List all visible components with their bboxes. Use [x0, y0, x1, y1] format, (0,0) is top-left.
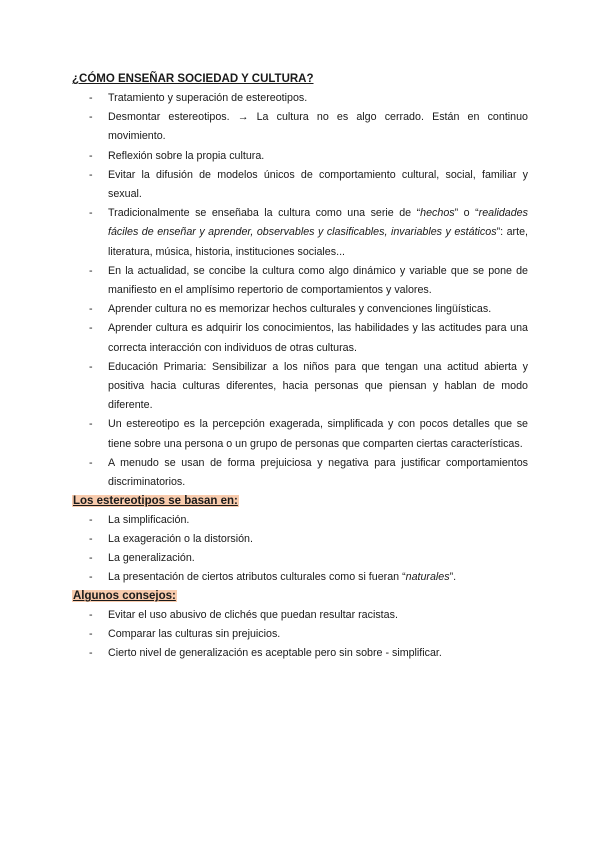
italic-text: naturales: [405, 571, 450, 584]
list-how-to-teach: [72, 89, 528, 492]
bullet-dash: -: [89, 628, 93, 641]
bullet-dash: -: [89, 647, 93, 660]
list-item: - Reflexión sobre la propia cultura.: [72, 147, 528, 166]
list-item: - La exageración o la distorsión.: [72, 530, 528, 549]
list-item: - Evitar el uso abusivo de clichés que puedan resultar racistas.: [72, 606, 528, 625]
italic-text: hechos: [420, 207, 455, 220]
section-title-how-to-teach: ¿CÓMO ENSEÑAR SOCIEDAD Y CULTURA?: [72, 73, 314, 85]
list-item: - Comparar las culturas sin prejuicios.: [72, 625, 528, 644]
bullet-dash: -: [89, 533, 93, 546]
list-item: - La presentación de ciertos atributos culturales como si fueran “naturales”.: [72, 568, 528, 587]
section-title-stereotypes: Los estereotipos se basan en:: [73, 495, 238, 508]
bullet-dash: -: [89, 111, 93, 124]
list-item: - Evitar la difusión de modelos únicos de comportamiento cultural, social, familiar y sexual.: [72, 166, 528, 204]
bullet-dash: -: [89, 322, 93, 335]
bullet-dash: -: [89, 609, 93, 622]
list-item: - Un estereotipo es la percepción exagerada, simplificada y con pocos detalles que se tiene sobre una persona o un grupo de personas que comparten ciertas características.: [72, 415, 528, 453]
bullet-dash: -: [89, 514, 93, 527]
list-item: - Tratamiento y superación de estereotipos.: [72, 89, 528, 108]
bullet-dash: -: [89, 456, 93, 469]
list-item: - Cierto nivel de generalización es aceptable pero sin sobre - simplificar.: [72, 644, 528, 663]
bullet-dash: -: [89, 207, 93, 220]
bullet-dash: -: [89, 149, 93, 162]
list-item: - Tradicionalmente se enseñaba la cultura como una serie de “hechos” o “realidades fáciles de enseñar y aprender, observables y clasificables, invariables y estáticos”: arte, literatura, música, historia, instituciones sociales...: [72, 204, 528, 262]
bullet-dash: -: [89, 303, 93, 316]
document-content: [72, 70, 528, 663]
list-stereotypes: [72, 511, 528, 587]
list-item: - Educación Primaria: Sensibilizar a los niños para que tengan una actitud abierta y positiva hacia culturas diferentes, hacia personas que piensan y hablan de modo diferente.: [72, 358, 528, 416]
list-item: - A menudo se usan de forma prejuiciosa y negativa para justificar comportamientos discriminatorios.: [72, 454, 528, 492]
bullet-dash: -: [89, 92, 93, 104]
italic-text: realidades fáciles de enseñar y aprender, observables y clasificables, invariables y estáticos: [108, 207, 528, 239]
bullet-dash: -: [89, 360, 93, 373]
list-item: - La simplificación.: [72, 511, 528, 530]
list-item: - Desmontar estereotipos. → La cultura no es algo cerrado. Están en continuo movimiento.: [72, 108, 528, 146]
list-item: - Aprender cultura no es memorizar hechos culturales y convenciones lingüísticas.: [72, 300, 528, 319]
bullet-dash: -: [89, 552, 93, 565]
bullet-dash: -: [89, 571, 93, 584]
list-item: - La generalización.: [72, 549, 528, 568]
list-item: - En la actualidad, se concibe la cultura como algo dinámico y variable que se pone de manifiesto en el amplísimo repertorio de comportamientos y valores.: [72, 262, 528, 300]
section-title-advice: Algunos consejos:: [73, 590, 176, 603]
bullet-dash: -: [89, 168, 93, 181]
list-item: - Aprender cultura es adquirir los conocimientos, las habilidades y las actitudes para una correcta interacción con individuos de otras culturas.: [72, 319, 528, 357]
bullet-dash: -: [89, 418, 93, 431]
list-advice: [72, 606, 528, 663]
bullet-dash: -: [89, 264, 93, 277]
